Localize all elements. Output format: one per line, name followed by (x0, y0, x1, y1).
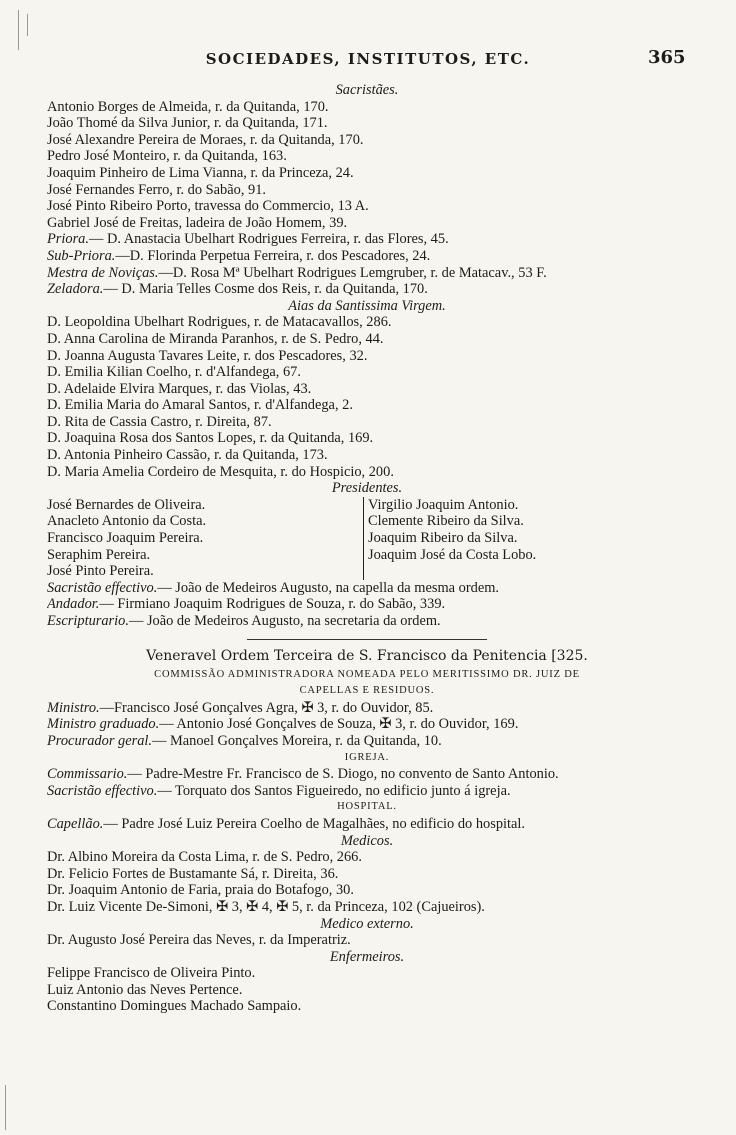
ministro-graduado-role: Ministro graduado. (47, 716, 160, 733)
list-item: Seraphim Pereira. (47, 546, 151, 563)
ordem-title: Veneravel Ordem Terceira de S. Francisco da Penitencia [325. (146, 647, 588, 664)
list-item: Joaquim José da Costa Lobo. (368, 546, 537, 563)
sacristao-text: — Torquato dos Santos Figueiredo, no edificio junto á igreja. (157, 782, 511, 799)
list-item: Constantino Domingues Machado Sampaio. (47, 998, 302, 1015)
ministro-role: Ministro. (47, 699, 100, 716)
commission-heading-line1: COMMISSÃO ADMINISTRADORA NOMEADA PELO MERITISSIMO DR. JUIZ DE (154, 668, 580, 680)
capellao-role: Capellão. (47, 815, 104, 832)
list-item: D. Leopoldina Ubelhart Rodrigues, r. de Matacavallos, 286. (47, 314, 392, 331)
procurador-role: Procurador geral. (47, 732, 152, 749)
officer-entry (47, 248, 687, 265)
list-item: Dr. Joaquim Antonio de Faria, praia do Botafogo, 30. (47, 882, 354, 899)
presidentes-left-column (47, 497, 363, 580)
list-item: Joaquim Pinheiro de Lima Vianna, r. da Princeza, 24. (47, 164, 354, 181)
presidentes-right-column (363, 497, 536, 580)
list-item: Dr. Albino Moreira da Costa Lima, r. de S. Pedro, 266. (47, 849, 362, 866)
officer-text: —D. Florinda Perpetua Ferreira, r. dos Pescadores, 24. (115, 247, 431, 264)
list-item: Dr. Felicio Fortes de Bustamante Sá, r. Direita, 36. (47, 865, 339, 882)
sacristao-role: Sacristão effectivo. (47, 782, 158, 799)
commission-heading-line2: CAPELLAS E RESIDUOS. (299, 685, 435, 697)
officer-entry (47, 231, 687, 248)
medicos-heading: Medicos. (340, 832, 394, 849)
list-item: Dr. Luiz Vicente De-Simoni, ✠ 3, ✠ 4, ✠ 5, r. da Princeza, 102 (Cajueiros). (47, 898, 485, 915)
list-item: D. Antonia Pinheiro Cassão, r. da Quitanda, 173. (47, 447, 328, 464)
igreja-heading: IGREJA. (344, 751, 390, 763)
officer-text: —D. Rosa Mª Ubelhart Rodrigues Lemgruber, r. de Matacav., 53 F. (158, 264, 547, 281)
hospital-heading: HOSPITAL. (337, 801, 397, 813)
list-item: José Alexandre Pereira de Moraes, r. da Quitanda, 170. (47, 131, 364, 148)
staff-role: Escripturario. (47, 613, 129, 629)
staff-role: Sacristão effectivo. (47, 579, 158, 596)
officer-entry (47, 281, 687, 298)
list-item: Francisco Joaquim Pereira. (47, 530, 204, 547)
staff-text: — Firmiano Joaquim Rodrigues de Souza, r. do Sabão, 339. (99, 596, 446, 613)
staff-entry (47, 596, 687, 613)
list-item: José Pinto Pereira. (47, 563, 154, 580)
aias-list (47, 314, 687, 480)
commissario-entry (47, 766, 687, 783)
ministro-entry (47, 700, 687, 717)
list-item: D. Joanna Augusta Tavares Leite, r. dos Pescadores, 32. (47, 347, 368, 364)
officer-role: Mestra de Noviças. (47, 264, 159, 281)
section-heading-aias: Aias da Santissima Virgem. (288, 297, 446, 314)
list-item: D. Joaquina Rosa dos Santos Lopes, r. da Quitanda, 169. (47, 430, 374, 447)
list-item: Antonio Borges de Almeida, r. da Quitanda, 170. (47, 98, 329, 115)
list-item: José Bernardes de Oliveira. (47, 496, 206, 513)
procurador-text: — Manoel Gonçalves Moreira, r. da Quitanda, 10. (152, 732, 442, 749)
commissario-role: Commissario. (47, 766, 128, 783)
staff-entry (47, 613, 687, 630)
officers-list (47, 231, 687, 297)
ministro-graduado-text: — Antonio José Gonçalves de Souza, ✠ 3, r. do Ouvidor, 169. (159, 716, 519, 733)
list-item: D. Emilia Maria do Amaral Santos, r. d'Alfandega, 2. (47, 397, 353, 414)
list-item: D. Anna Carolina de Miranda Paranhos, r. de S. Pedro, 44. (47, 330, 384, 347)
sacristao-entry (47, 783, 687, 800)
list-item: Virgilio Joaquim Antonio. (368, 496, 519, 513)
capellao-entry (47, 816, 687, 833)
commissario-text: — Padre-Mestre Fr. Francisco de S. Diogo, no convento de Santo Antonio. (127, 766, 559, 783)
medicos-list (47, 849, 687, 915)
officer-role: Priora. (47, 231, 89, 248)
section-heading-presidentes: Presidentes. (331, 480, 403, 497)
ministro-graduado-entry (47, 716, 687, 733)
list-item: Gabriel José de Freitas, ladeira de João Homem, 39. (47, 214, 348, 231)
running-header-title: SOCIEDADES, INSTITUTOS, ETC. (205, 50, 531, 68)
officer-role: Sub-Priora. (47, 247, 116, 264)
list-item: Anacleto Antonio da Costa. (47, 513, 207, 530)
section-divider (247, 639, 487, 640)
enfermeiros-list (47, 965, 687, 1015)
main-column (47, 82, 687, 1015)
staff-text: — João de Medeiros Augusto, na capella da mesma ordem. (157, 579, 499, 596)
list-item: D. Emilia Kilian Coelho, r. d'Alfandega, 67. (47, 364, 301, 381)
list-item: José Pinto Ribeiro Porto, travessa do Commercio, 13 A. (47, 198, 369, 215)
list-item: José Fernandes Ferro, r. do Sabão, 91. (47, 181, 267, 198)
list-item: João Thomé da Silva Junior, r. da Quitanda, 171. (47, 115, 328, 132)
section-heading-sacristaes: Sacristães. (335, 82, 399, 98)
list-item: Felippe Francisco de Oliveira Pinto. (47, 965, 256, 982)
list-item: Clemente Ribeiro da Silva. (368, 513, 524, 530)
enfermeiros-heading: Enfermeiros. (329, 948, 405, 965)
presidentes-columns (47, 497, 687, 580)
list-item: Joaquim Ribeiro da Silva. (368, 530, 518, 547)
list-item: Pedro José Monteiro, r. da Quitanda, 163. (47, 148, 287, 165)
officer-text: — D. Anastacia Ubelhart Rodrigues Ferreira, r. das Flores, 45. (88, 231, 449, 248)
officer-entry (47, 265, 687, 282)
officer-role: Zeladora. (47, 281, 104, 298)
staff-list (47, 580, 687, 630)
procurador-entry (47, 733, 687, 750)
staff-entry (47, 580, 687, 597)
medico-externo-entry: Dr. Augusto José Pereira das Neves, r. da Imperatriz. (47, 932, 351, 949)
ministro-text: —Francisco José Gonçalves Agra, ✠ 3, r. do Ouvidor, 85. (99, 699, 434, 716)
staff-role: Andador. (47, 596, 100, 613)
list-item: D. Rita de Cassia Castro, r. Direita, 87. (47, 413, 272, 430)
list-item: Luiz Antonio das Neves Pertence. (47, 981, 243, 998)
capellao-text: — Padre José Luiz Pereira Coelho de Magalhães, no edificio do hospital. (103, 815, 525, 832)
list-item: D. Adelaide Elvira Marques, r. das Violas, 43. (47, 380, 312, 397)
list-item: D. Maria Amelia Cordeiro de Mesquita, r. do Hospicio, 200. (47, 463, 394, 480)
staff-text: — João de Medeiros Augusto, na secretaria da ordem. (128, 613, 441, 629)
sacristaes-list (47, 99, 687, 232)
officer-text: — D. Maria Telles Cosme dos Reis, r. da Quitanda, 170. (103, 281, 428, 298)
page-number: 365 (648, 47, 686, 68)
medico-externo-heading: Medico externo. (320, 915, 414, 932)
